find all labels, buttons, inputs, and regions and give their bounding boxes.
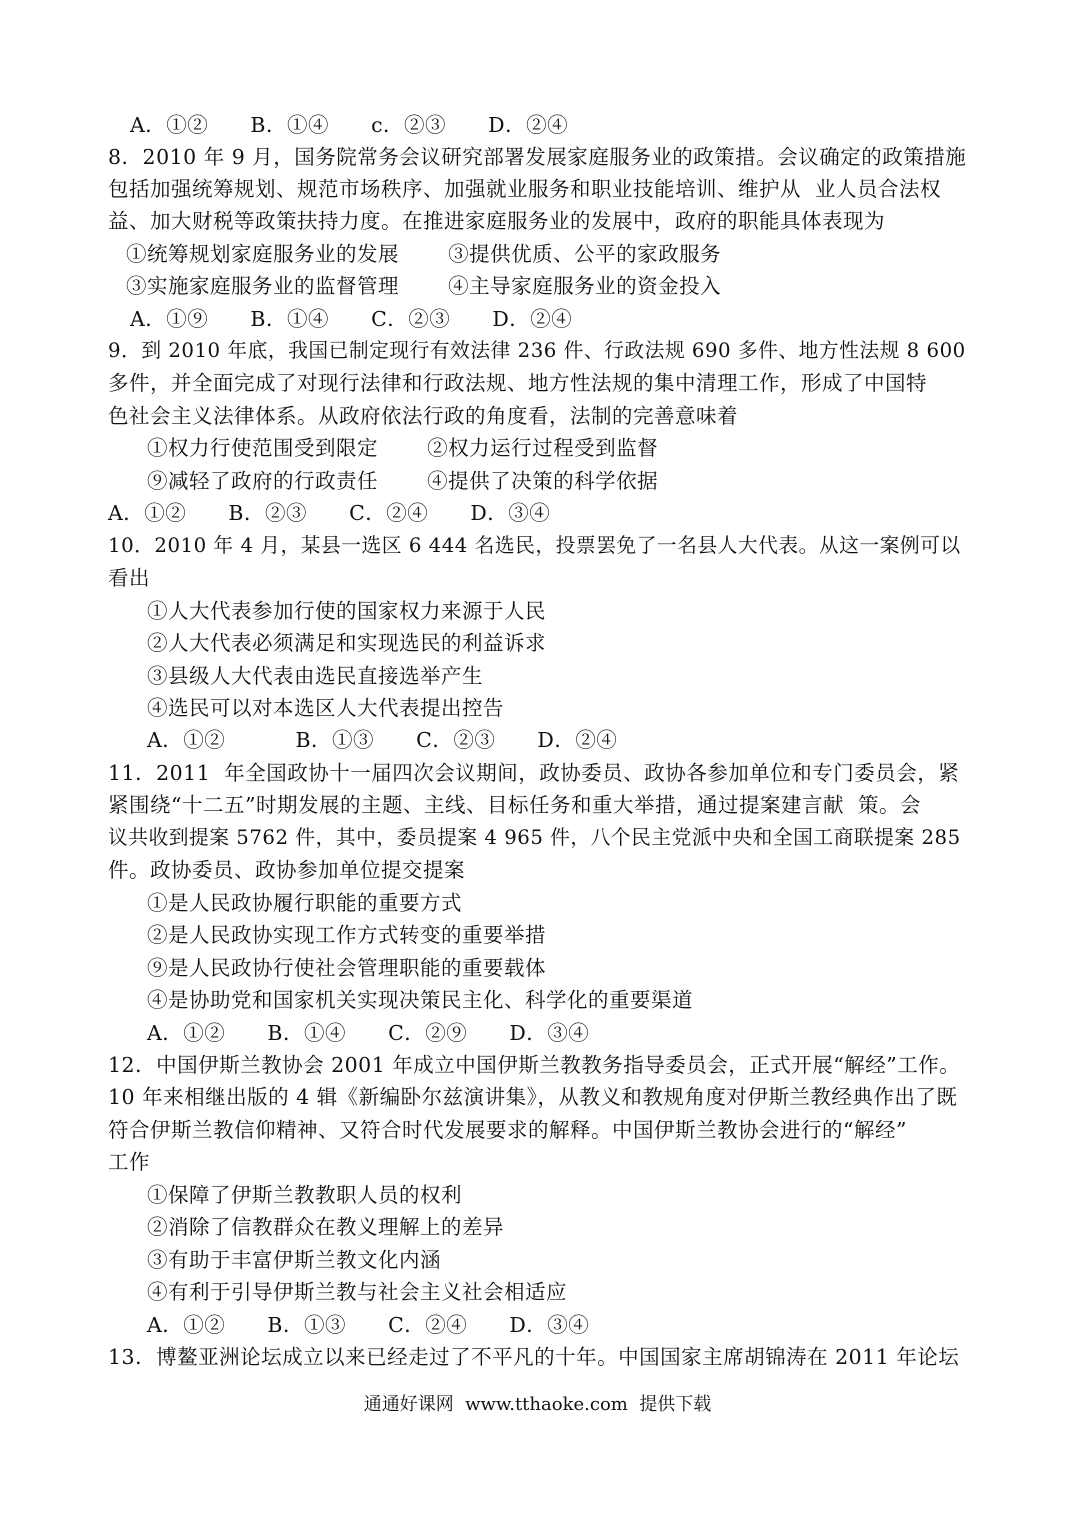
q10-option-2: ②人大代表必须满足和实现选民的利益诉求 [147, 631, 546, 655]
q12-stem-line-1: 12．中国伊斯兰教协会 2001 年成立中国伊斯兰教教务指导委员会，正式开展“解经”工作。 [108, 1053, 961, 1077]
q9-stem-line-2: 多件，并全面完成了对现行法律和行政法规、地方性法规的集中清理工作，形成了中国特 [108, 371, 927, 395]
q11-option-4: ④是协助党和国家机关实现决策民主化、科学化的重要渠道 [147, 988, 693, 1012]
q9-stem-line-1: 9．到 2010 年底，我国已制定现行有效法律 236 件、行政法规 690 多件、地方性法规 8 600 [108, 339, 966, 362]
q8-answer-choices: A．①⑨ B．①④ C．②③ D．②④ [130, 307, 573, 331]
q11-option-1: ①是人民政协履行职能的重要方式 [147, 891, 462, 915]
q9-option-line-1: ①权力行使范围受到限定 ②权力运行过程受到监督 [147, 436, 659, 460]
q11-option-2: ②是人民政协实现工作方式转变的重要举措 [147, 923, 546, 947]
q12-option-4: ④有利于引导伊斯兰教与社会主义社会相适应 [147, 1280, 567, 1304]
q9-stem-line-3: 色社会主义法律体系。从政府依法行政的角度看，法制的完善意味着 [108, 404, 738, 428]
q11-option-3: ⑨是人民政协行使社会管理职能的重要载体 [147, 956, 546, 980]
q7-answer-choices: A．①② B．①④ c．②③ D．②④ [130, 113, 569, 137]
q10-stem-line-1: 10．2010 年 4 月，某县一选区 6 444 名选民，投票罢免了一名县人大代表。从这一案例可以 [108, 534, 961, 557]
q12-answer-choices: A．①② B．①③ C．②④ D．③④ [147, 1313, 590, 1337]
q10-answer-choices: A．①② B．①③ C．②③ D．②④ [147, 728, 618, 752]
q12-stem-line-2: 10 年来相继出版的 4 辑《新编卧尔兹演讲集》，从教义和教规角度对伊斯兰教经典作出了既 [108, 1085, 958, 1109]
q8-option-line-1: ①统筹规划家庭服务业的发展 ③提供优质、公平的家政服务 [126, 242, 722, 266]
q8-stem-line-3: 益、加大财税等政策扶持力度。在推进家庭服务业的发展中，政府的职能具体表现为 [108, 209, 885, 233]
q11-stem-line-2: 紧围绕“十二五”时期发展的主题、主线、目标任务和重大举措，通过提案建言献 策。会 [108, 793, 921, 817]
q10-option-3: ③县级人大代表由选民直接选举产生 [147, 664, 483, 688]
q8-stem-line-1: 8．2010 年 9 月，国务院常务会议研究部署发展家庭服务业的政策措。会议确定的政策措施 [108, 145, 967, 169]
q10-option-4: ④选民可以对本选区人大代表提出控告 [147, 696, 504, 720]
q12-option-1: ①保障了伊斯兰教教职人员的权利 [147, 1183, 462, 1207]
q11-stem-line-1: 11．2011 年全国政协十一届四次会议期间，政协委员、政协各参加单位和专门委员会，紧 [108, 761, 960, 785]
q8-option-line-2: ③实施家庭服务业的监督管理 ④主导家庭服务业的资金投入 [126, 274, 722, 298]
q11-answer-choices: A．①② B．①④ C．②⑨ D．③④ [147, 1021, 590, 1045]
q11-stem-line-4: 件。政协委员、政协参加单位提交提案 [108, 858, 465, 882]
q9-answer-choices: A．①② B．②③ C．②④ D．③④ [108, 501, 551, 525]
q12-option-2: ②消除了信教群众在教义理解上的差异 [147, 1215, 504, 1239]
q10-stem-line-2: 看出 [108, 566, 150, 590]
q11-stem-line-3: 议共收到提案 5762 件，其中，委员提案 4 965 件，八个民主党派中央和全国工商联提案 285 [108, 826, 961, 849]
q10-option-1: ①人大代表参加行使的国家权力来源于人民 [147, 599, 546, 623]
q13-stem-line-1: 13．博鳌亚洲论坛成立以来已经走过了不平凡的十年。中国国家主席胡锦涛在 2011 年论坛 [108, 1345, 960, 1369]
q12-stem-line-3: 符合伊斯兰教信仰精神、又符合时代发展要求的解释。中国伊斯兰教协会进行的“解经” [108, 1118, 907, 1142]
page-footer: 通通好课网 www.tthaoke.com 提供下载 [363, 1394, 712, 1415]
q9-option-line-2: ⑨减轻了政府的行政责任 ④提供了决策的科学依据 [147, 469, 659, 493]
q12-stem-line-4: 工作 [108, 1150, 150, 1174]
q12-option-3: ③有助于丰富伊斯兰教文化内涵 [147, 1248, 441, 1272]
q8-stem-line-2: 包括加强统筹规划、规范市场秩序、加强就业服务和职业技能培训、维护从 业人员合法权 [108, 177, 942, 201]
